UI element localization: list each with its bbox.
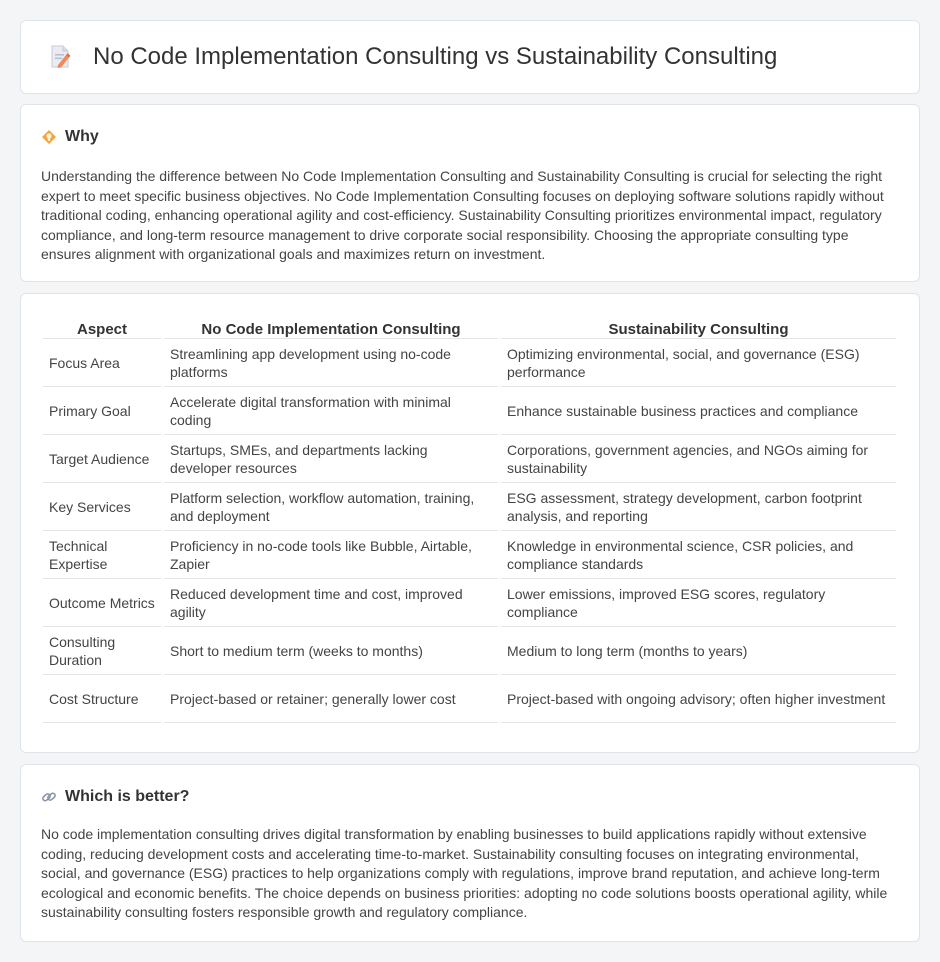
- row-aspect: Focus Area: [43, 339, 161, 387]
- row-no-code: Short to medium term (weeks to months): [164, 627, 498, 675]
- which-text: No code implementation consulting drives digital transformation by enabling businesses to build applications rapidly without extensive coding, reducing development costs and accelerating time-to-market. Sustainability consulting focuses on integrating environmental, social, and governance (ESG) practices to help organizations comply with regulations, improve brand reputation, and achieve long-term ecological and economic benefits. The choice depends on business priorities: adopting no code solutions boosts operational agility, while sustainability consulting fosters responsible growth and regulatory compliance.: [41, 826, 888, 920]
- table-row: [43, 675, 896, 723]
- table-row: [43, 339, 896, 387]
- table-row: [43, 579, 896, 627]
- row-sustainability: Lower emissions, improved ESG scores, regulatory compliance: [501, 579, 896, 627]
- comparison-table-card: [20, 293, 920, 753]
- row-aspect: Outcome Metrics: [43, 579, 161, 627]
- row-sustainability: Project-based with ongoing advisory; often higher investment: [501, 675, 896, 723]
- row-no-code: Platform selection, workflow automation, training, and deployment: [164, 483, 498, 531]
- why-title: Why: [65, 128, 99, 145]
- row-sustainability: Enhance sustainable business practices and compliance: [501, 387, 896, 435]
- row-aspect: Target Audience: [43, 435, 161, 483]
- header-no-code: No Code Implementation Consulting: [164, 314, 498, 339]
- lightbulb-diamond-icon: [41, 129, 57, 145]
- link-icon: [41, 789, 57, 805]
- header-sustainability: Sustainability Consulting: [501, 314, 896, 339]
- row-aspect: Consulting Duration: [43, 627, 161, 675]
- header-card: [20, 20, 920, 94]
- row-no-code: Accelerate digital transformation with minimal coding: [164, 387, 498, 435]
- table-row: [43, 531, 896, 579]
- why-heading: [41, 127, 899, 147]
- table-row: [43, 627, 896, 675]
- row-no-code: Project-based or retainer; generally lower cost: [164, 675, 498, 723]
- row-sustainability: Optimizing environmental, social, and governance (ESG) performance: [501, 339, 896, 387]
- row-aspect: Cost Structure: [43, 675, 161, 723]
- comparison-table: [40, 314, 899, 723]
- row-sustainability: Corporations, government agencies, and NGOs aiming for sustainability: [501, 435, 896, 483]
- header-aspect: Aspect: [43, 314, 161, 339]
- row-no-code: Startups, SMEs, and departments lacking developer resources: [164, 435, 498, 483]
- why-text: Understanding the difference between No Code Implementation Consulting and Sustainability Consulting is crucial for selecting the right expert to meet specific business objectives. No Code Implementation Consulting focuses on deploying software solutions rapidly without traditional coding, enhancing operational agility and cost-efficiency. Sustainability Consulting prioritizes environmental impact, regulatory compliance, and long-term resource management to drive corporate social responsibility. Choosing the appropriate consulting type ensures alignment with organizational goals and maximizes return on investment.: [41, 168, 884, 262]
- which-card: [20, 764, 920, 942]
- table-row: [43, 435, 896, 483]
- row-aspect: Technical Expertise: [43, 531, 161, 579]
- table-header-row: [43, 314, 896, 339]
- row-aspect: Key Services: [43, 483, 161, 531]
- row-no-code: Streamlining app development using no-code platforms: [164, 339, 498, 387]
- why-card: [20, 104, 920, 282]
- table-row: [43, 483, 896, 531]
- document-pencil-icon: [47, 44, 73, 70]
- row-no-code: Reduced development time and cost, improved agility: [164, 579, 498, 627]
- row-sustainability: ESG assessment, strategy development, carbon footprint analysis, and reporting: [501, 483, 896, 531]
- row-sustainability: Knowledge in environmental science, CSR policies, and compliance standards: [501, 531, 896, 579]
- row-no-code: Proficiency in no-code tools like Bubble, Airtable, Zapier: [164, 531, 498, 579]
- which-title: Which is better?: [65, 788, 190, 805]
- table-row: [43, 387, 896, 435]
- row-aspect: Primary Goal: [43, 387, 161, 435]
- page-title: No Code Implementation Consulting vs Sustainability Consulting: [93, 43, 778, 70]
- which-heading: [41, 787, 899, 807]
- row-sustainability: Medium to long term (months to years): [501, 627, 896, 675]
